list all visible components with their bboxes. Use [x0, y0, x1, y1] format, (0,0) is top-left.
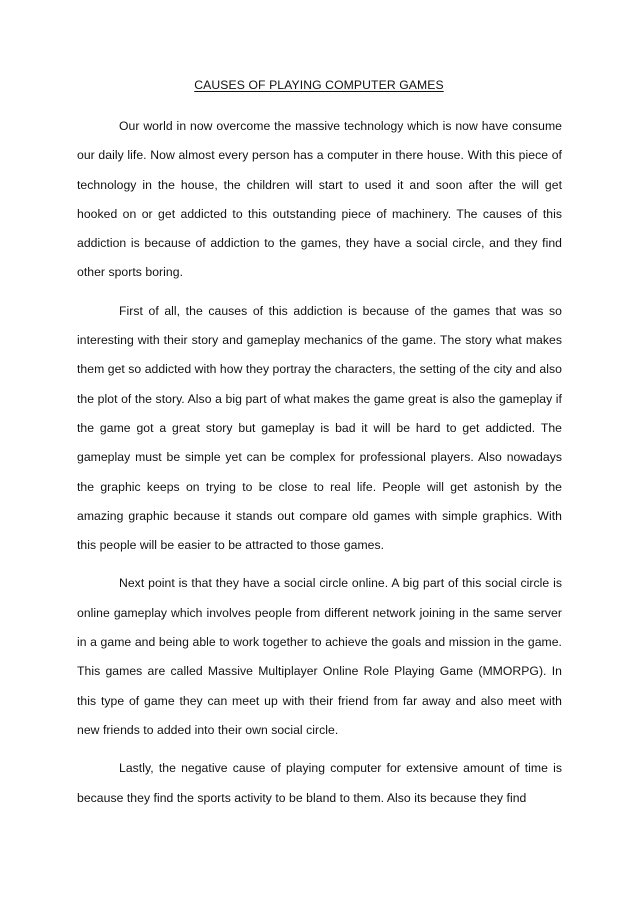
- document-title: CAUSES OF PLAYING COMPUTER GAMES: [194, 78, 444, 92]
- paragraph-2: First of all, the causes of this addiction is because of the games that was so interesting with their story and gameplay mechanics of the game. The story what makes them get so addicted with how they portray the characters, the setting of the city and also the plot of the story. Also a big part of what makes the game great is also the gameplay if the game got a great story but gameplay is bad it will be hard to get addicted. The gameplay must be simple yet can be complex for professional players. Also nowadays the graphic keeps on trying to be close to real life. People will get astonish by the amazing graphic because it stands out compare old games with simple graphics. With this people will be easier to be attracted to those games.: [77, 303, 562, 553]
- paragraph-3: Next point is that they have a social circle online. A big part of this social circle is online gameplay which involves people from different network joining in the same server in a game and being able to work together to achieve the goals and mission in the game. This games are called Massive Multiplayer Online Role Playing Game (MMORPG). In this type of game they can meet up with their friend from far away and also meet with new friends to added into their own social circle.: [77, 576, 562, 737]
- paragraph-1: Our world in now overcome the massive technology which is now have consume our daily life. Now almost every person has a computer in there house. With this piece of technology in the house, the children will start to used it and soon after the will get hooked on or get addicted to this outstanding piece of machinery. The causes of this addiction is because of addiction to the games, they have a social circle, and they find other sports boring.: [77, 119, 562, 280]
- paragraph-4: Lastly, the negative cause of playing computer for extensive amount of time is because they find the sports activity to be bland to them. Also its because they find: [77, 761, 562, 805]
- document-body: [77, 112, 562, 822]
